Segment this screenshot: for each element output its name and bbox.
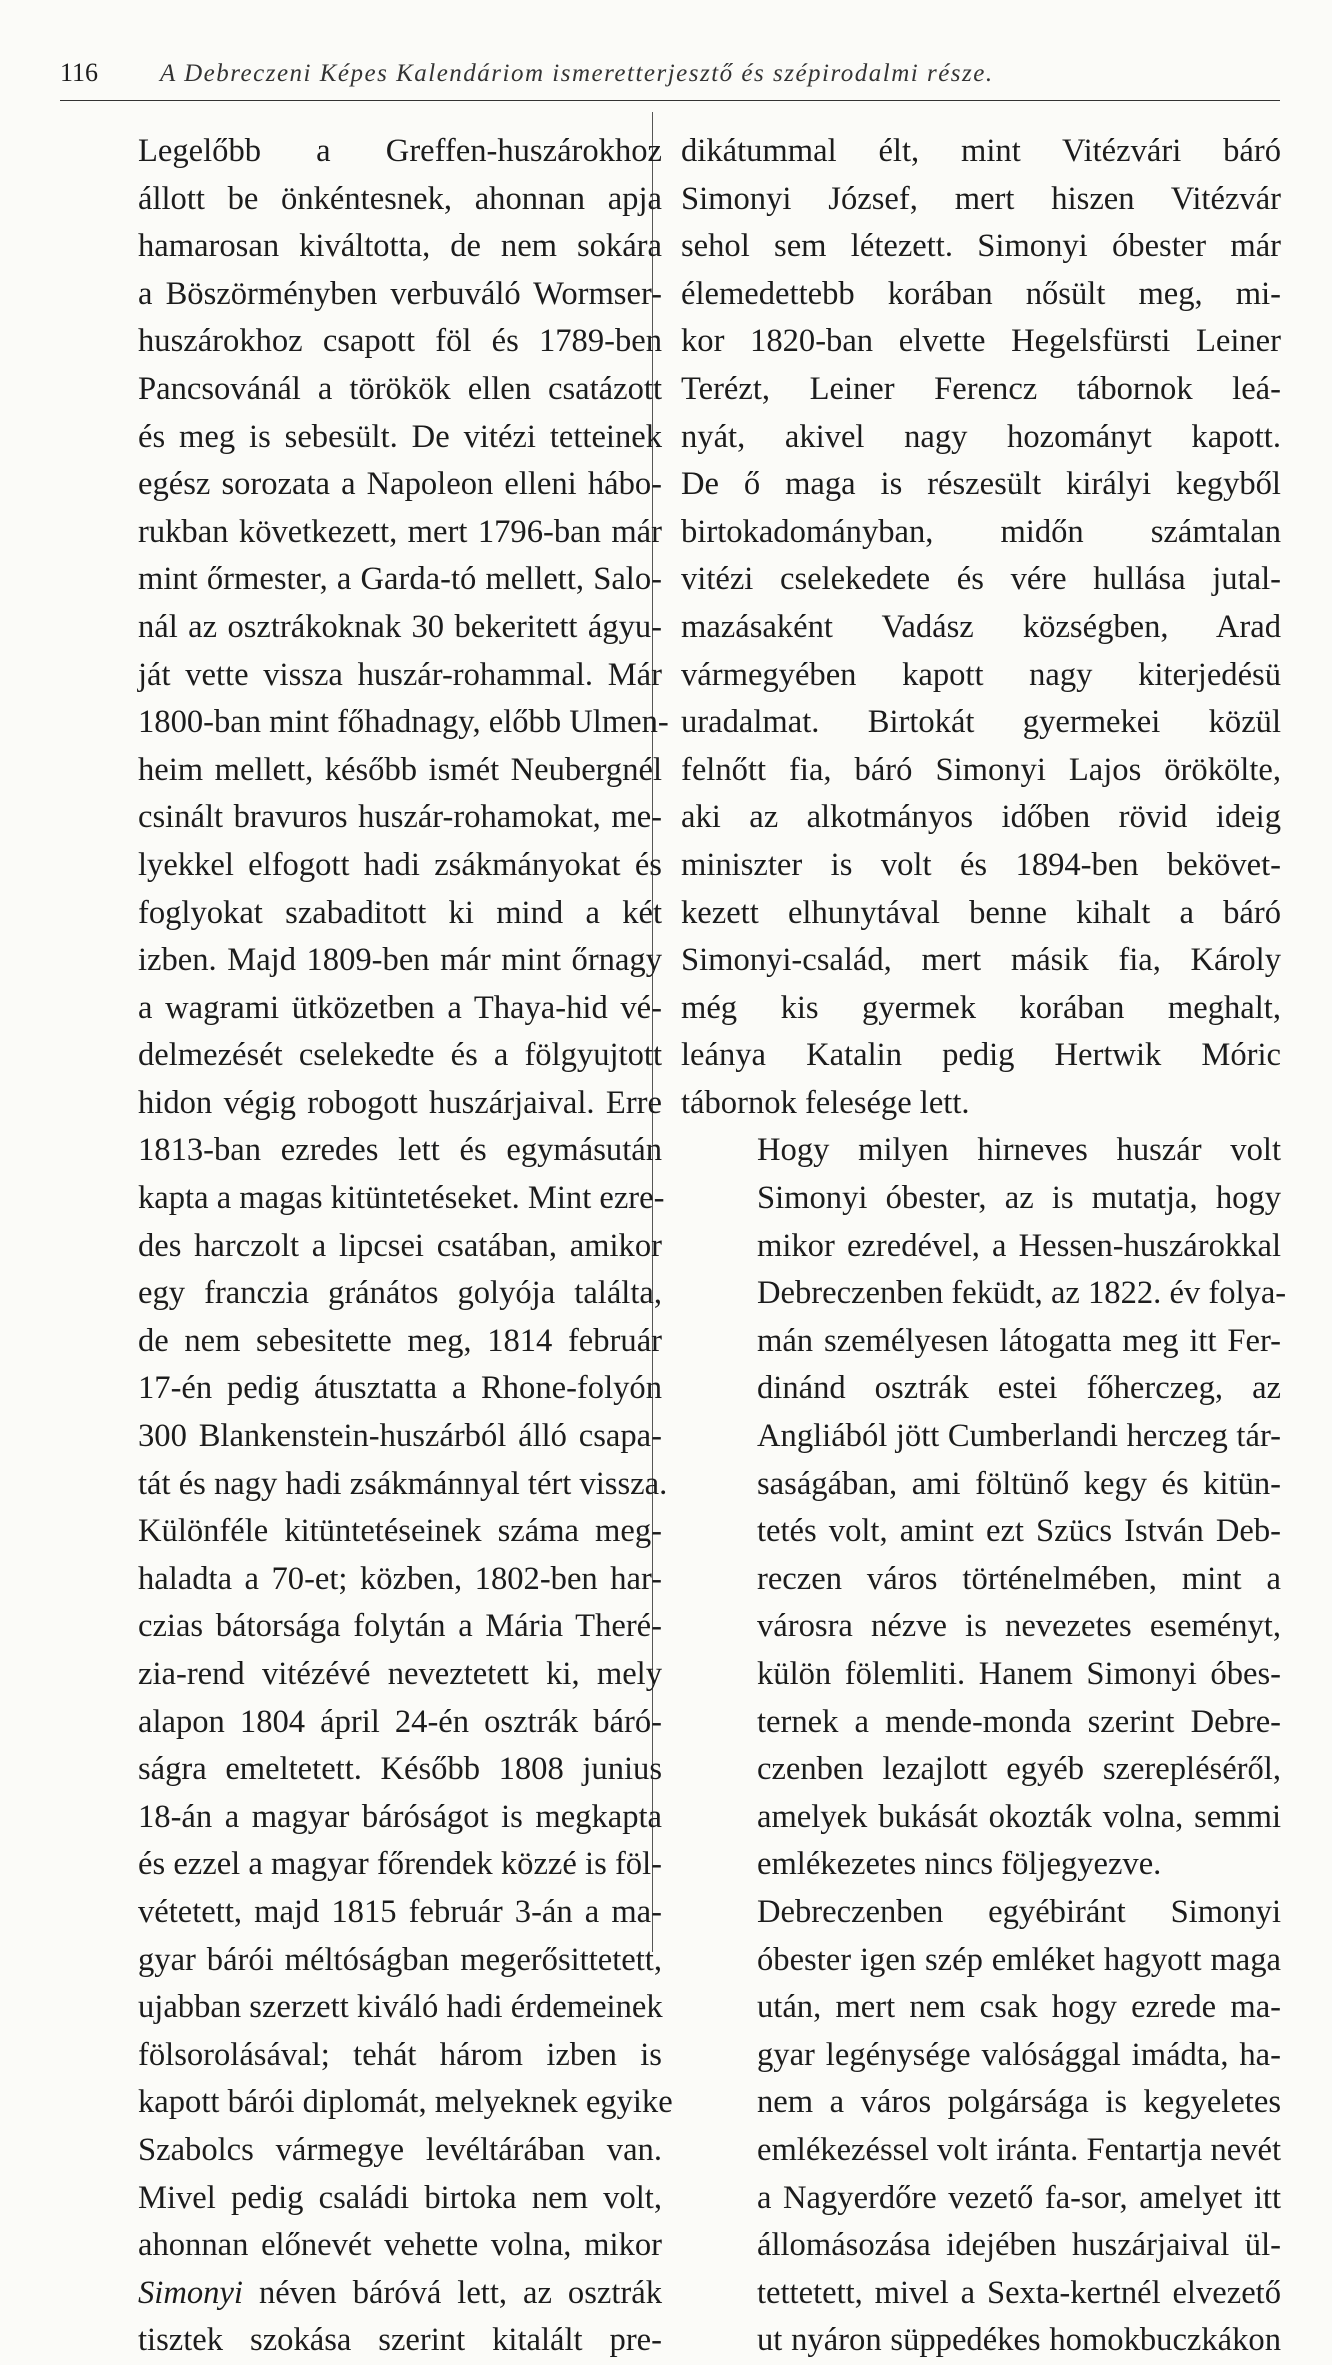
- text-line: miniszter is volt és 1894-ben bekövet-: [681, 846, 1281, 883]
- text-line: Simonyi óbester, az is mutatja, hogy: [757, 1180, 1281, 1217]
- text-line: saságában, ami föltünő kegy és kitün-: [757, 1465, 1281, 1502]
- text-line: mikor ezredével, a Hessen-huszárokkal: [757, 1227, 1281, 1264]
- text-line: ut nyáron süppedékes homokbuczkákon: [757, 2322, 1281, 2359]
- text-line: nál az osztrákoknak 30 bekeritett ágyu-: [138, 608, 662, 645]
- text-line: emlékezéssel volt iránta. Fentartja nevét: [757, 2131, 1281, 2168]
- text-line: Debreczenben feküdt, az 1822. év folya-: [757, 1275, 1287, 1312]
- text-line: kezett elhunytával benne kihalt a báró: [681, 894, 1281, 931]
- text-line: külön fölemliti. Hanem Simonyi óbes-: [757, 1656, 1281, 1692]
- text-line: tábornok felesége lett.: [681, 1084, 970, 1121]
- left-column: [62, 128, 673, 2365]
- text-line: birtokadományban, midőn számtalan: [681, 513, 1281, 550]
- text-line: nyát, akivel nagy hozományt kapott.: [681, 418, 1281, 455]
- text-line: fölsorolásával; tehát három izben is: [138, 2036, 662, 2073]
- text-line: aki az alkotmányos időben rövid ideig: [681, 799, 1281, 836]
- text-line: élemedettebb korában nősült meg, mi-: [681, 275, 1281, 312]
- page-number: 116: [60, 58, 99, 87]
- text-line: des harczolt a lipcsei csatában, amikor: [138, 1227, 662, 1264]
- text-line: városra nézve is nevezetes eseményt,: [757, 1608, 1281, 1645]
- text-line-rest: néven báróvá lett, az osztrák: [242, 2274, 662, 2311]
- text-line: foglyokat szabaditott ki mind a két: [138, 894, 662, 931]
- text-line: ját vette vissza huszár-rohammal. Már: [138, 656, 662, 693]
- running-title: A Debreczeni Képes Kalendáriom ismeretterjesztő és szépirodalmi része.: [160, 60, 994, 87]
- text-line: uradalmat. Birtokát gyermekei közül: [681, 704, 1281, 741]
- text-line: De ő maga is részesült királyi kegyből: [681, 466, 1281, 503]
- text-line: Különféle kitüntetéseinek száma meg-: [138, 1513, 662, 1550]
- text-line: hamarosan kiváltotta, de nem sokára: [138, 228, 662, 265]
- text-line: dinánd osztrák estei főherczeg, az: [757, 1370, 1281, 1407]
- text-line: állomásozása idejében huszárjaival ül-: [757, 2227, 1281, 2264]
- text-line: a Böszörményben verbuváló Wormser-: [138, 275, 662, 312]
- text-line: vármegyében kapott nagy kiterjedésü: [681, 656, 1281, 693]
- text-line: és ezzel a magyar főrendek közzé is föl-: [138, 1846, 662, 1883]
- italic-name: Simonyi: [138, 2274, 243, 2311]
- text-line: Pancsovánál a törökök ellen csatázott: [138, 370, 662, 407]
- text-line: vitézi cselekedete és vére hullása jutal-: [681, 561, 1281, 598]
- text-line: kor 1820-ban elvette Hegelsfürsti Leiner: [681, 323, 1281, 360]
- text-line: rukban következett, mert 1796-ban már: [138, 513, 662, 550]
- text-line: reczen város történelmében, mint a: [757, 1560, 1281, 1597]
- text-line: Terézt, Leiner Ferencz tábornok leá-: [681, 370, 1281, 407]
- text-line: tát és nagy hadi zsákmánnyal tért vissza.: [138, 1465, 668, 1502]
- text-line: 1813-ban ezredes lett és egymásután: [138, 1132, 662, 1169]
- text-line: felnőtt fia, báró Simonyi Lajos örökölte,: [681, 751, 1281, 788]
- right-paragraph-1: [681, 128, 1281, 1127]
- left-paragraph: [62, 128, 673, 2365]
- text-line: Simonyi József, mert hiszen Vitézvár: [681, 180, 1281, 217]
- text-line: tetés volt, amint ezt Szücs István Deb-: [757, 1513, 1281, 1550]
- text-line: czenben lezajlott egyéb szerepléséről,: [757, 1751, 1281, 1788]
- text-line: lyekkel elfogott hadi zsákmányokat és: [138, 846, 662, 883]
- text-line: emlékezetes nincs följegyezve.: [757, 1846, 1162, 1883]
- text-line: Debreczenben egyébiránt Simonyi: [757, 1893, 1281, 1930]
- text-line: egész sorozata a Napoleon elleni hábo-: [138, 466, 662, 503]
- text-line: tisztek szokása szerint kitalált pre-: [138, 2322, 662, 2359]
- right-paragraph-3: [681, 1889, 1281, 2365]
- text-line: de nem sebesitette meg, 1814 február: [138, 1322, 662, 1359]
- text-line: Angliából jött Cumberlandi herczeg tár-: [757, 1418, 1281, 1455]
- right-paragraph-2: [681, 1127, 1287, 1889]
- text-line: mint őrmester, a Garda-tó mellett, Salo-: [138, 561, 662, 598]
- text-line: kapta a magas kitüntetéseket. Mint ezre-: [138, 1180, 665, 1217]
- text-line: 17-én pedig átusztatta a Rhone-folyón: [138, 1370, 662, 1407]
- right-column: [681, 128, 1287, 2365]
- text-line: Szabolcs vármegye levéltárában van.: [138, 2131, 662, 2168]
- text-line: ahonnan előnevét vehette volna, mikor: [138, 2227, 662, 2264]
- text-line: dikátummal élt, mint Vitézvári báró: [681, 133, 1281, 169]
- text-line: tettetett, mivel a Sexta-kertnél elvezető: [757, 2274, 1281, 2311]
- text-line: állott be önkéntesnek, ahonnan apja: [138, 180, 662, 217]
- text-line: haladta a 70-et; közben, 1802-ben har-: [138, 1560, 662, 1597]
- text-line: gyar legénysége valósággal imádta, ha-: [757, 2036, 1281, 2073]
- text-line: egy franczia gránátos golyója találta,: [138, 1275, 662, 1312]
- text-line: leánya Katalin pedig Hertwik Móric: [681, 1037, 1281, 1074]
- text-line: delmezését cselekedte és a fölgyujtott: [138, 1037, 662, 1074]
- text-line: óbester igen szép emléket hagyott maga: [757, 1941, 1281, 1978]
- text-line: zia-rend vitézévé neveztetett ki, mely: [138, 1656, 662, 1692]
- text-line: czias bátorsága folytán a Mária Theré-: [138, 1608, 662, 1645]
- text-line: kapott bárói diplomát, melyeknek egyike: [138, 2084, 673, 2121]
- text-line: Hogy milyen hirneves huszár volt: [757, 1132, 1281, 1169]
- text-line: ujabban szerzett kiváló hadi érdemeinek: [138, 1989, 663, 2026]
- text-line: mán személyesen látogatta meg itt Fer-: [757, 1322, 1281, 1359]
- text-line: ságra emeltetett. Később 1808 junius: [138, 1751, 662, 1788]
- text-line: 300 Blankenstein-huszárból álló csapa-: [138, 1418, 662, 1455]
- text-line: és meg is sebesült. De vitézi tetteinek: [138, 418, 662, 455]
- text-line: Simonyi-család, mert másik fia, Károly: [681, 942, 1281, 979]
- text-line: alapon 1804 ápril 24-én osztrák báró-: [138, 1703, 662, 1740]
- text-line: Mivel pedig családi birtoka nem volt,: [138, 2179, 662, 2216]
- text-line: mazásaként Vadász községben, Arad: [681, 608, 1281, 645]
- text-line: sehol sem létezett. Simonyi óbester már: [681, 228, 1281, 265]
- text-line: heim mellett, később ismét Neubergnél: [138, 751, 662, 788]
- running-header: [60, 58, 1280, 101]
- text-line: huszárokhoz csapott föl és 1789-ben: [138, 323, 662, 360]
- text-line: Legelőbb a Greffen-huszárokhoz: [138, 133, 662, 169]
- text-line: izben. Majd 1809-ben már mint őrnagy: [138, 942, 662, 979]
- text-line: 1800-ban mint főhadnagy, előbb Ulmen-: [138, 704, 669, 741]
- text-line: még kis gyermek korában meghalt,: [681, 989, 1281, 1026]
- text-line: amelyek bukását okozták volna, semmi: [757, 1798, 1281, 1835]
- text-line: csinált bravuros huszár-rohamokat, me-: [138, 799, 662, 836]
- text-line: a Nagyerdőre vezető fa-sor, amelyet itt: [757, 2179, 1281, 2216]
- text-line: 18-án a magyar báróságot is megkapta: [138, 1798, 662, 1835]
- text-line: a wagrami ütközetben a Thaya-hid vé-: [138, 989, 662, 1026]
- text-line: vétetett, majd 1815 február 3-án a ma-: [138, 1893, 662, 1930]
- text-line: hidon végig robogott huszárjaival. Erre: [138, 1084, 662, 1121]
- text-line: ternek a mende-monda szerint Debre-: [757, 1703, 1281, 1740]
- text-line: nem a város polgársága is kegyeletes: [757, 2084, 1281, 2121]
- text-line: [62, 2270, 662, 2318]
- text-line: gyar bárói méltóságban megerősittetett,: [138, 1941, 662, 1978]
- text-line: után, mert nem csak hogy ezrede ma-: [757, 1989, 1281, 2026]
